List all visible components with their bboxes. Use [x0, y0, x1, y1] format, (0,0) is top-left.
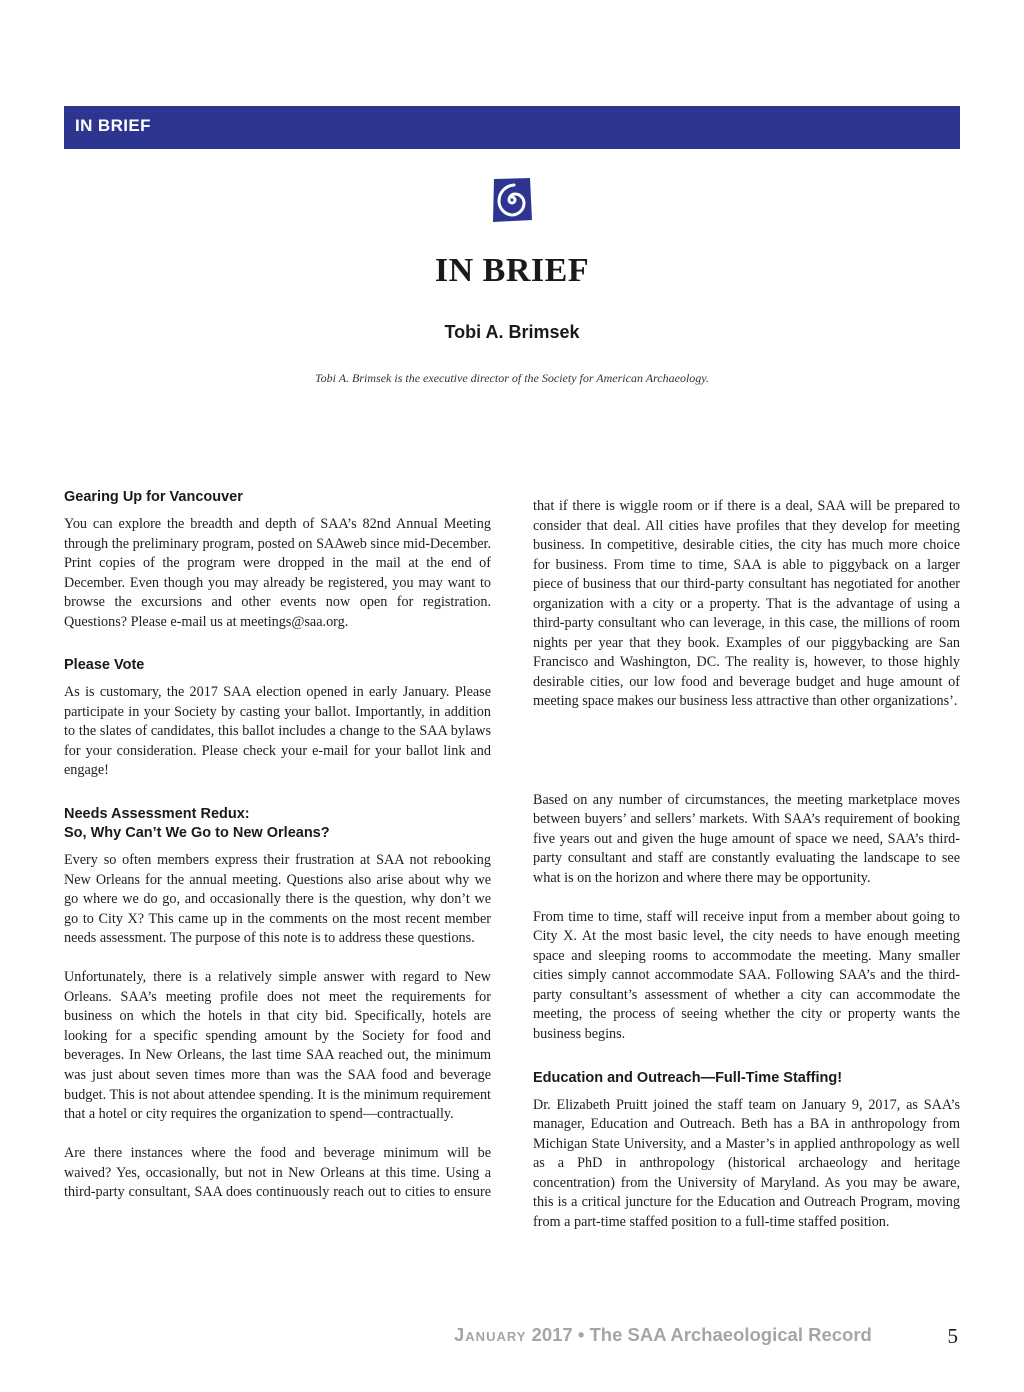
needs-paragraph-3-continued-text: that if there is wiggle room or if there is a deal, SAA will be prepared to consider that deal. All cities have profiles that they develop for meeting business. In competitive, desirable cities, the city has much more choice for business. From time to time, SAA is able to piggyback on a larger piece of business that our third-party consultant has negotiated for another organization with a city or a property. That is the advantage of using a third-party consultant who can leverage, in this case, the millions of room nights per year that they book. Examples of our piggybacking are San Francisco and Washington, DC. The reality is, however, to those highly desirable cities, our low food and beverage budget and huge amount of meeting space makes our business less attractive than other organizations’. [533, 498, 960, 710]
right-column [533, 497, 960, 1232]
footer-month: January [454, 1324, 527, 1345]
section-banner [64, 106, 960, 149]
needs-paragraph-3-text: Are there instances where the food and beverage minimum will be waived? Yes, occasionally, but not in New Orleans at this time. Using a third-party consultant, SAA does continuously reach out to cities to ensure [64, 1145, 491, 1201]
vancouver-heading: Gearing Up for Vancouver [64, 489, 243, 505]
education-heading: Education and Outreach—Full-Time Staffing! [533, 1069, 843, 1086]
needs-heading-line2: So, Why Can’t We Go to New Orleans? [64, 825, 330, 842]
needs-heading [64, 805, 491, 843]
needs-paragraph-2: Unfortunately, there is a relatively simple answer with regard to New Orleans. SAA’s meeting profile does not meet the requirements for business on which the hotels in that city bid. Specifically, hotels are looking for a specific spending amount by the Society for food and beverages. In New Orleans, the last time SAA reached out, the minimum was just about seven times more than was the SAA food and beverage budget. This is not about attendee spending. It is the minimum requirement that a hotel or city requires the organization to spend—contractually. [64, 969, 491, 1123]
vancouver-paragraph: You can explore the breadth and depth of SAA’s 82nd Annual Meeting through the preliminary program, posted on SAAweb since mid-December. Print copies of the program were dropped in the mail at the end of December. Even though you may already be registered, you may want to browse the excursions and other events now open for registration. Questions? Please e-mail us at meetings@saa.org. [64, 516, 491, 630]
spiral-logo-icon [490, 176, 534, 224]
needs-heading-line1: Needs Assessment Redux: [64, 806, 250, 823]
page-number: 5 [947, 1324, 958, 1348]
left-column [64, 488, 491, 1203]
education-paragraph: Dr. Elizabeth Pruitt joined the staff team on January 9, 2017, as SAA’s manager, Education and Outreach. Beth has a BA in anthropology from Michigan State University, and a Master’s in applied anthropology as well as a PhD in anthropology (historical archaeology and heritage concentration) from the University of Maryland. As you may be aware, this is a critical juncture for the Education and Outreach Program, moving from a part-time staffed position to a full-time staffed position. [533, 1096, 960, 1230]
banner-label: IN BRIEF [75, 116, 151, 135]
footer-publication [454, 1324, 872, 1346]
author-name: Tobi A. Brimsek [444, 322, 580, 342]
needs-paragraph-1: Every so often members express their frustration at SAA not rebooking New Orleans for the annual meeting. Questions also arise about why we go where we do go, and occasionally there is the question, why don’t we go to City X? This came up in the comments on the most recent member needs assessment. The purpose of this note is to address these questions. [64, 852, 491, 947]
needs-paragraph-4: Based on any number of circumstances, the meeting marketplace moves between buyers’ and sellers’ markets. With SAA’s requirement of booking five years out and given the huge amount of space we need, SAA’s third-party consultant and staff are constantly evaluating the landscape to see what is on the horizon and where there may be opportunity. [533, 791, 960, 886]
footer-rest: 2017 • The SAA Archaeological Record [526, 1324, 872, 1345]
vote-paragraph: As is customary, the 2017 SAA election opened in early January. Please participate in your Society by casting your ballot. Importantly, in addition to the slates of candidates, this ballot includes a change to the SAA bylaws for your consideration. Please check your e-mail for your ballot link and engage! [64, 684, 491, 779]
page-title: IN BRIEF [434, 252, 590, 289]
needs-paragraph-3 [64, 1144, 491, 1203]
author-bio: Tobi A. Brimsek is the executive director of the Society for American Archaeology. [315, 371, 709, 385]
needs-paragraph-5: From time to time, staff will receive input from a member about going to City X. At the most basic level, the city needs to have enough meeting space and sleeping rooms to accommodate the meeting. Many smaller cities simply cannot accommodate SAA. Following SAA’s and the third-party consultant’s assessment of whether a city can accommodate the meeting, the process of seeing whether the city or property wants the business begins. [533, 908, 960, 1043]
vote-heading: Please Vote [64, 657, 145, 674]
needs-paragraph-3-continued [533, 497, 960, 771]
page-footer [440, 1324, 960, 1354]
